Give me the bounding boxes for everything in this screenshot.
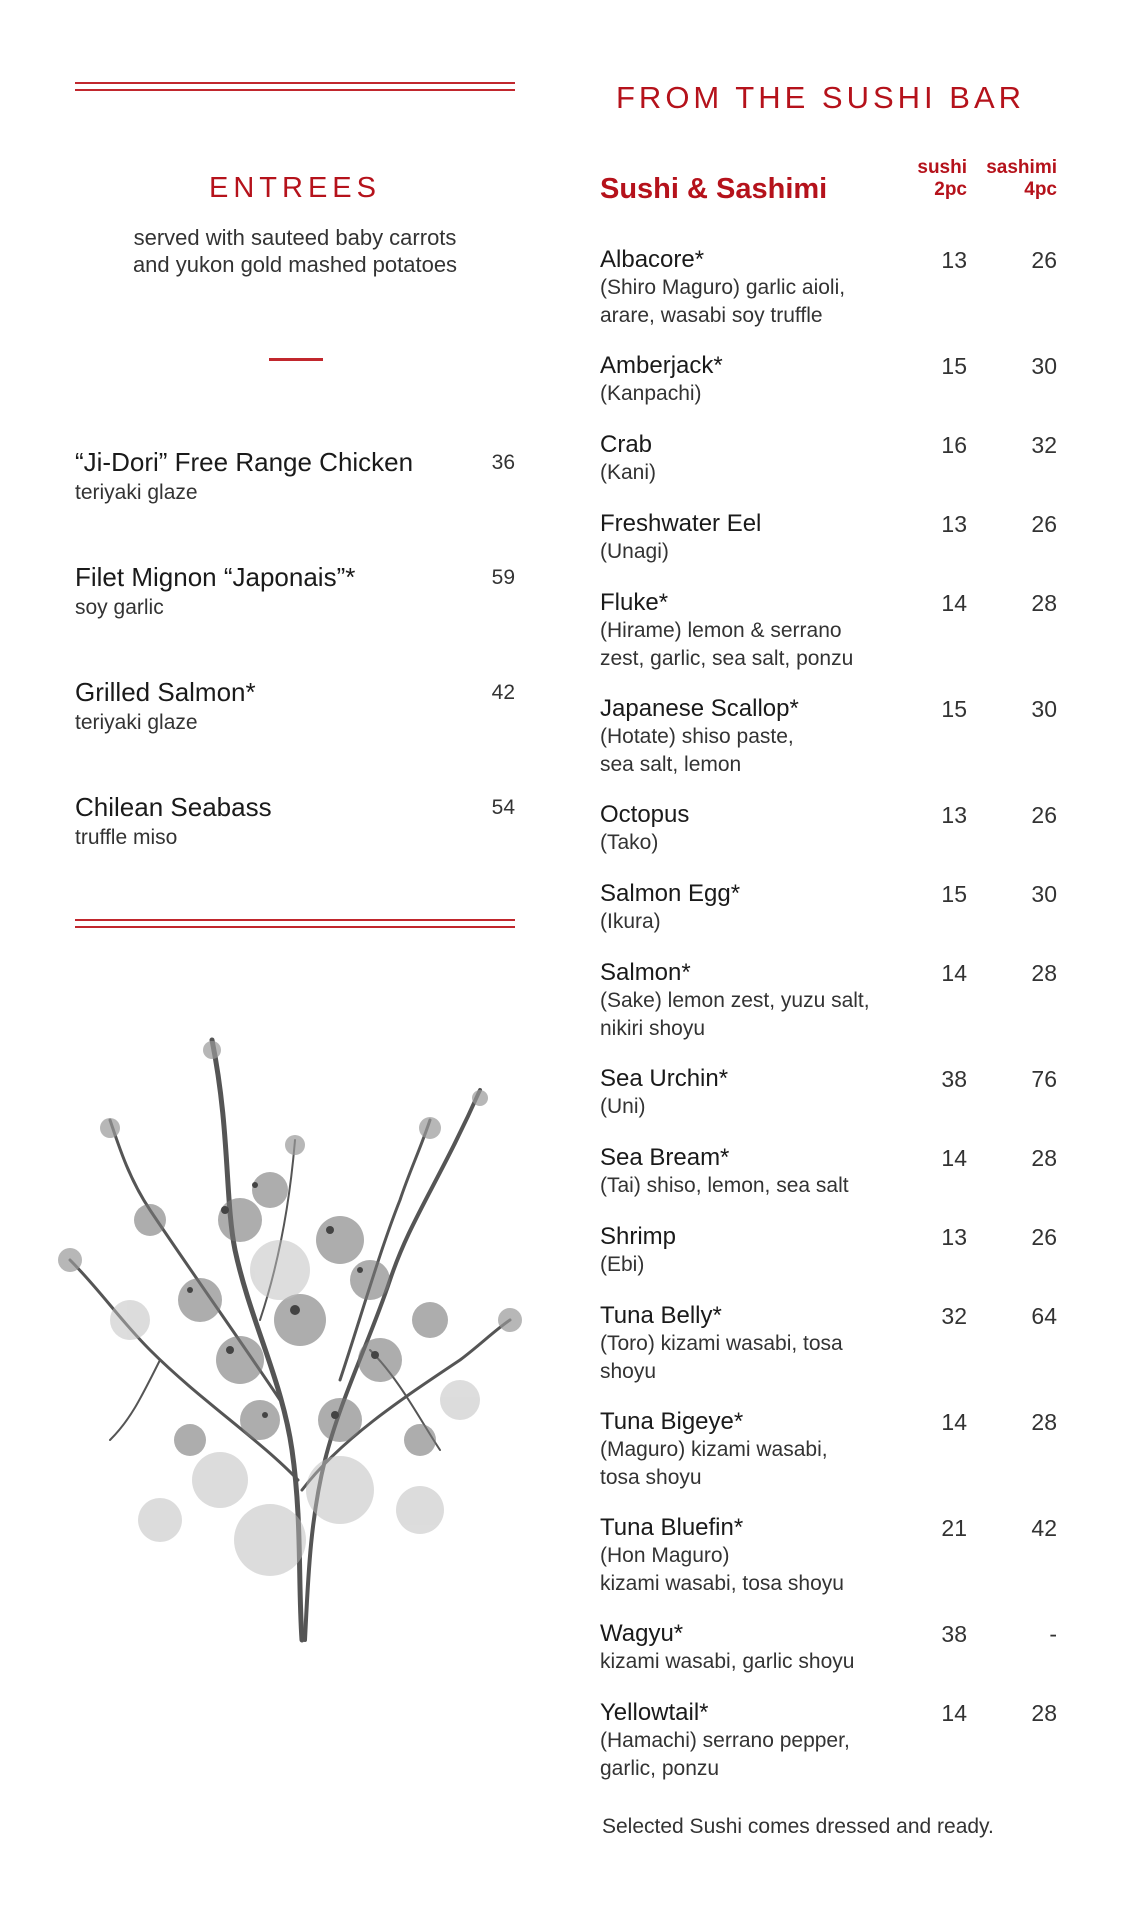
- sushi-item-description: kizami wasabi, garlic shoyu: [600, 1650, 855, 1673]
- sashimi-price: 32: [1031, 432, 1057, 458]
- entree-price: 59: [491, 566, 515, 589]
- entree-price: 42: [491, 681, 515, 704]
- entree-name: Chilean Seabass: [75, 792, 272, 822]
- sushi-item-name: Crab: [600, 431, 653, 458]
- sashimi-price: 28: [1031, 1145, 1057, 1171]
- sushi-item: [600, 1620, 1057, 1699]
- sushi-item-description: (Unagi): [600, 540, 669, 563]
- sushi-item-description: (Toro) kizami wasabi, tosa: [600, 1332, 843, 1355]
- sushi-price: 32: [941, 1303, 967, 1329]
- sashimi-price: 26: [1031, 247, 1057, 273]
- sushi-price: 13: [941, 1224, 967, 1250]
- entree-item: [75, 562, 515, 620]
- sushi-item-name: Tuna Bigeye*: [600, 1408, 744, 1435]
- sushi-item: [600, 1065, 1057, 1144]
- sushi-price: 38: [941, 1621, 967, 1647]
- sushi-price: 14: [941, 1145, 967, 1171]
- sushi-item-name: Sea Urchin*: [600, 1065, 729, 1092]
- sushi-item: [600, 352, 1057, 431]
- sushi-item-description: (Tako): [600, 831, 659, 854]
- entree-description: teriyaki glaze: [75, 711, 198, 734]
- entrees-column: [75, 0, 515, 1920]
- sushi-item-description: tosa shoyu: [600, 1466, 702, 1489]
- sushi-bar-heading: FROM THE SUSHI BAR: [616, 80, 1026, 115]
- footnote: Selected Sushi comes dressed and ready.: [602, 1815, 994, 1838]
- sushi-item-description: (Ebi): [600, 1253, 645, 1276]
- entree-name: “Ji-Dori” Free Range Chicken: [75, 447, 414, 477]
- sashimi-price: 42: [1031, 1515, 1057, 1541]
- sashimi-price: 26: [1031, 802, 1057, 828]
- column-header-line: 2pc: [934, 179, 967, 200]
- sushi-price: 38: [941, 1066, 967, 1092]
- sushi-price: 15: [941, 696, 967, 722]
- sushi-item-name: Yellowtail*: [600, 1699, 709, 1726]
- sushi-item-description: shoyu: [600, 1360, 657, 1383]
- sushi-item-description: (Uni): [600, 1095, 646, 1118]
- sushi-item-name: Tuna Belly*: [600, 1302, 722, 1329]
- entree-name: Grilled Salmon*: [75, 677, 256, 707]
- sashimi-price: 28: [1031, 590, 1057, 616]
- sushi-item: [600, 1699, 1057, 1805]
- sushi-item: [600, 510, 1057, 589]
- sushi-price: 13: [941, 802, 967, 828]
- entrees-heading: ENTREES: [209, 172, 381, 204]
- sushi-price: 13: [941, 247, 967, 273]
- sushi-item: [600, 1514, 1057, 1620]
- sushi-item-description: (Hotate) shiso paste,: [600, 725, 794, 748]
- cherry-blossom-illustration: [40, 1020, 530, 1660]
- short-divider: [269, 358, 323, 361]
- sushi-item: [600, 589, 1057, 695]
- sushi-item: [600, 1144, 1057, 1223]
- sushi-item-list: [600, 246, 1057, 1805]
- sushi-item-description: (Sake) lemon zest, yuzu salt,: [600, 989, 870, 1012]
- entree-name: Filet Mignon “Japonais”*: [75, 562, 356, 592]
- sushi-item-description: garlic, ponzu: [600, 1757, 720, 1780]
- column-header-line: sushi: [917, 157, 967, 178]
- sushi-item-description: (Shiro Maguro) garlic aioli,: [600, 276, 846, 299]
- sashimi-price: -: [1049, 1621, 1057, 1647]
- column-header-line: 4pc: [1024, 179, 1057, 200]
- entrees-subtitle-line: and yukon gold mashed potatoes: [132, 252, 458, 277]
- sushi-item-name: Albacore*: [600, 246, 705, 273]
- sashimi-price: 64: [1031, 1303, 1057, 1329]
- sushi-item-name: Shrimp: [600, 1223, 677, 1250]
- sushi-item-name: Wagyu*: [600, 1620, 684, 1647]
- sushi-item-description: zest, garlic, sea salt, ponzu: [600, 647, 854, 670]
- sushi-price: 15: [941, 353, 967, 379]
- sushi-item-description: (Kani): [600, 461, 657, 484]
- sushi-item: [600, 1223, 1057, 1302]
- sushi-price: 14: [941, 1409, 967, 1435]
- entree-price: 36: [491, 451, 515, 474]
- sushi-item-name: Salmon*: [600, 959, 691, 986]
- entrees-subtitle: [75, 224, 515, 278]
- sushi-price: 14: [941, 960, 967, 986]
- sushi-item-description: (Hirame) lemon & serrano: [600, 619, 842, 642]
- sushi-item: [600, 431, 1057, 510]
- sashimi-price: 76: [1031, 1066, 1057, 1092]
- sushi-price: 14: [941, 590, 967, 616]
- sashimi-price: 30: [1031, 881, 1057, 907]
- sashimi-price: 28: [1031, 1409, 1057, 1435]
- sushi-item-name: Freshwater Eel: [600, 510, 762, 537]
- entree-description: soy garlic: [75, 596, 164, 619]
- sushi-item-description: kizami wasabi, tosa shoyu: [600, 1572, 844, 1595]
- sushi-item-name: Tuna Bluefin*: [600, 1514, 744, 1541]
- column-header-line: sashimi: [986, 157, 1057, 178]
- sushi-price: 16: [941, 432, 967, 458]
- sushi-item-description: (Tai) shiso, lemon, sea salt: [600, 1174, 849, 1197]
- double-divider-bottom: [75, 919, 515, 928]
- entree-item: [75, 447, 515, 505]
- sushi-item-name: Fluke*: [600, 589, 669, 616]
- column-header-sushi: [917, 157, 967, 201]
- sushi-item-description: sea salt, lemon: [600, 753, 742, 776]
- sushi-item-name: Amberjack*: [600, 352, 723, 379]
- entree-item: [75, 792, 515, 850]
- sushi-item-description: (Ikura): [600, 910, 661, 933]
- sushi-item-description: (Maguro) kizami wasabi,: [600, 1438, 828, 1461]
- sashimi-price: 28: [1031, 1700, 1057, 1726]
- sushi-item-name: Sea Bream*: [600, 1144, 730, 1171]
- entree-item: [75, 677, 515, 735]
- entrees-subtitle-line: served with sauteed baby carrots: [133, 225, 457, 250]
- sushi-item: [600, 1408, 1057, 1514]
- sushi-item-description: arare, wasabi soy truffle: [600, 304, 823, 327]
- sushi-item-description: (Hon Maguro): [600, 1544, 730, 1567]
- entree-description: teriyaki glaze: [75, 481, 198, 504]
- sushi-item-description: (Kanpachi): [600, 382, 702, 405]
- sashimi-price: 28: [1031, 960, 1057, 986]
- sushi-item-name: Japanese Scallop*: [600, 695, 799, 722]
- sushi-item-description: (Hamachi) serrano pepper,: [600, 1729, 850, 1752]
- entree-price: 54: [491, 796, 515, 819]
- sushi-price: 21: [941, 1515, 967, 1541]
- sushi-sashimi-title: Sushi & Sashimi: [600, 173, 828, 205]
- sashimi-price: 30: [1031, 353, 1057, 379]
- sushi-item: [600, 801, 1057, 880]
- sushi-item-name: Octopus: [600, 801, 690, 828]
- sashimi-price: 26: [1031, 1224, 1057, 1250]
- sushi-item: [600, 695, 1057, 801]
- sushi-price: 15: [941, 881, 967, 907]
- sushi-item: [600, 246, 1057, 352]
- sashimi-price: 26: [1031, 511, 1057, 537]
- sushi-item: [600, 959, 1057, 1065]
- sushi-price: 14: [941, 1700, 967, 1726]
- double-divider-top: [75, 82, 515, 91]
- sushi-item-description: nikiri shoyu: [600, 1017, 706, 1040]
- sushi-item: [600, 1302, 1057, 1408]
- entree-description: truffle miso: [75, 826, 178, 849]
- sashimi-price: 30: [1031, 696, 1057, 722]
- sushi-price: 13: [941, 511, 967, 537]
- sushi-item: [600, 880, 1057, 959]
- sushi-item-name: Salmon Egg*: [600, 880, 741, 907]
- column-header-sashimi: [986, 157, 1057, 201]
